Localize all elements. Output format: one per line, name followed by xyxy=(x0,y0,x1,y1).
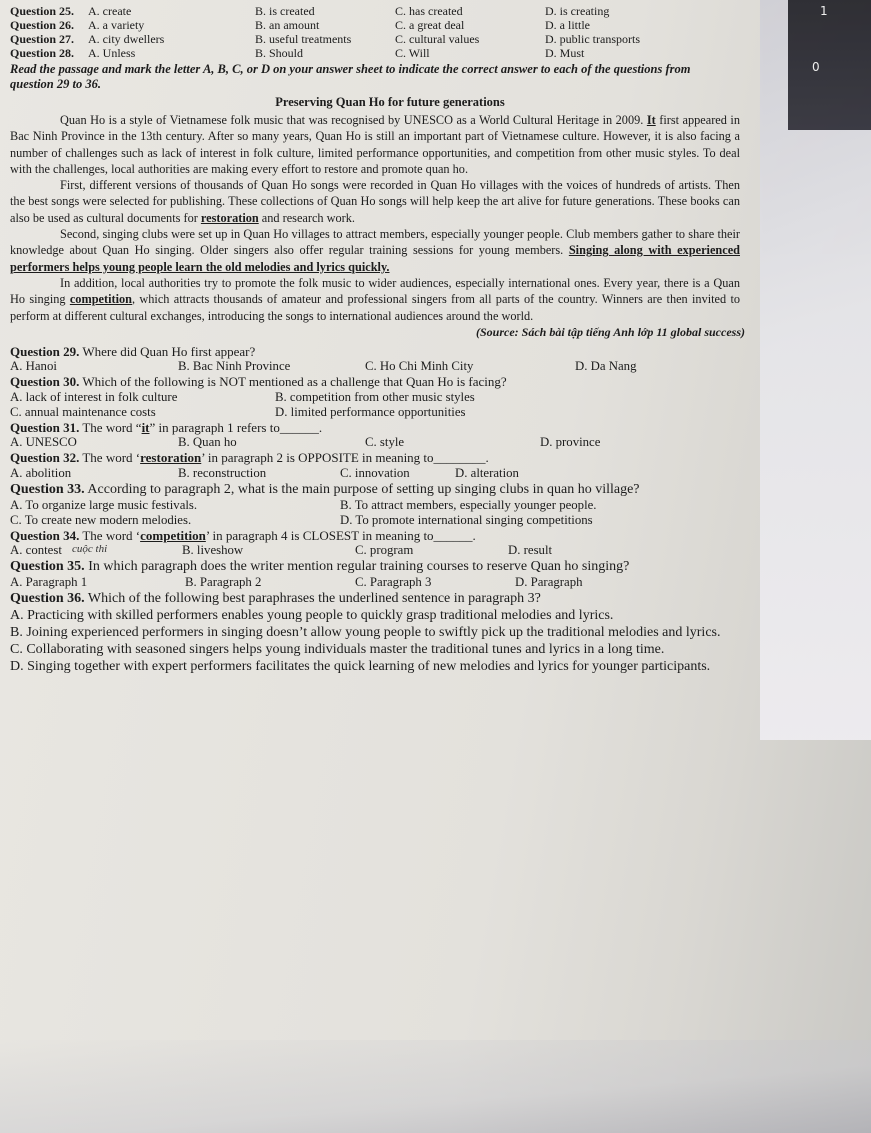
options-31: A. UNESCO B. Quan ho C. style D. province xyxy=(10,435,601,450)
answer-rows-25-28 xyxy=(10,4,790,60)
word-restoration: restoration xyxy=(200,210,259,225)
options-30-row2: C. annual maintenance costs D. limited performance opportunities xyxy=(10,404,466,419)
question-34: Question 34. The word ‘competition’ in paragraph 4 is CLOSEST in meaning to______. xyxy=(10,527,476,543)
paragraph-2: First, different versions of thousands of Quan Ho songs were recorded in Quan Ho villages with the voices of hundreds of artists. Then the best songs were selected for publishing. These collections of Quan Ho songs will help keep the art alive for future generations. These books can also be used as cultural documents for restoration and research work. xyxy=(10,178,740,225)
options-33-row2: C. To create new modern melodies. D. To promote international singing competitions xyxy=(10,512,593,527)
passage-source: (Source: Sách bài tập tiếng Anh lớp 11 global success) xyxy=(475,324,745,339)
answer-row-28: Question 28. A. Unless B. Should C. Will D. Must xyxy=(10,46,585,60)
question-31: Question 31. The word “it” in paragraph 1 refers to______. xyxy=(10,419,323,435)
option-36-d: D. Singing together with expert performers facilitates the quick learning of new melodies and lyrics for younger participants. xyxy=(10,659,711,675)
answer-row-26: Question 26. A. a variety B. an amount C. a great deal D. a little xyxy=(10,18,590,32)
question-33: Question 33. According to paragraph 2, what is the main purpose of setting up singing clubs in quan ho village? xyxy=(10,481,640,497)
option-36-c: C. Collaborating with seasoned singers helps young individuals master the traditional tunes and lyrics in a long time. xyxy=(10,642,665,658)
options-34: A. contest cuộc thi B. liveshow C. program D. result xyxy=(10,543,553,558)
dark-object xyxy=(788,0,871,130)
paragraph-3: Second, singing clubs were set up in Quan Ho villages to attract members, especially younger people. Club members gather to share their knowledge about Quan Ho singing. Older singers also offer regular training sessions for young members. Singing along with experienced performers helps young people learn the old melodies and lyrics quickly. xyxy=(10,227,740,274)
question-30: Question 30. Which of the following is NOT mentioned as a challenge that Quan Ho is facing? xyxy=(10,374,507,390)
question-32: Question 32. The word ‘restoration’ in paragraph 2 is OPPOSITE in meaning to________. xyxy=(10,450,489,466)
passage-title: Preserving Quan Ho for future generations xyxy=(275,95,505,109)
underlined-sentence: Singing along with experienced performers helps young people learn the old melodies and lyrics quickly. xyxy=(10,243,740,274)
question-29: Question 29. Where did Quan Ho first appear? xyxy=(10,343,256,359)
options-32: A. abolition B. reconstruction C. innovation D. alteration xyxy=(10,465,519,480)
page-curl-shadow xyxy=(0,1040,871,1133)
question-35: Question 35. In which paragraph does the writer mention regular training courses to reserve Quan ho singing? xyxy=(10,559,630,575)
answer-row-25: Question 25. A. create B. is created C. has created D. is creating xyxy=(10,4,610,18)
handwritten-note: cuộc thi xyxy=(72,543,108,556)
side-number-mid: 0 xyxy=(812,60,820,74)
question-36: Question 36. Which of the following best paraphrases the underlined sentence in paragraph 3? xyxy=(10,591,541,607)
side-number-top: 1 xyxy=(820,4,828,18)
word-it: It xyxy=(646,113,656,127)
paragraph-4: In addition, local authorities try to promote the folk music to wider audiences, especially international ones. Every year, there is a Quan Ho singing competition, which attracts thousands of amateur and professional singers from all parts of the country. Winners are then invited to perform at different cultural exchanges, introducing the songs to international audiences around the world. xyxy=(10,275,741,323)
option-36-b: B. Joining experienced performers in singing doesn’t allow young people to swiftly pick up the traditional melodies and lyrics. xyxy=(10,625,721,641)
word-competition: competition xyxy=(69,292,133,307)
answer-row-27: Question 27. A. city dwellers B. useful treatments C. cultural values D. public transports xyxy=(10,32,640,46)
paragraph-1: Quan Ho is a style of Vietnamese folk music that was recognised by UNESCO as a World Cultural Heritage in 2009. It first appeared in Bac Ninh Province in the 13th century. After so many years, Quan Ho is still an important part of Vietnamese culture. However, it is also facing a number of challenges such as lack of interest in folk culture, limited performance opportunities, and competition from other music styles. To deal with the challenges, local authorities are making every effort to restore and promote quan ho. xyxy=(10,113,740,176)
options-35: A. Paragraph 1 B. Paragraph 2 C. Paragraph 3 D. Paragraph xyxy=(10,575,583,590)
options-33-row1: A. To organize large music festivals. B. To attract members, especially younger people. xyxy=(10,497,597,512)
options-29: A. Hanoi B. Bac Ninh Province C. Ho Chi Minh City D. Da Nang xyxy=(10,359,637,374)
options-30-row1: A. lack of interest in folk culture B. competition from other music styles xyxy=(10,389,475,404)
option-36-a: A. Practicing with skilled performers enables young people to quickly grasp traditional melodies and lyrics. xyxy=(10,608,614,624)
instructions: Read the passage and mark the letter A, B, C, or D on your answer sheet to indicate the correct answer to each of the questions from question 29 to 36. xyxy=(10,62,691,91)
